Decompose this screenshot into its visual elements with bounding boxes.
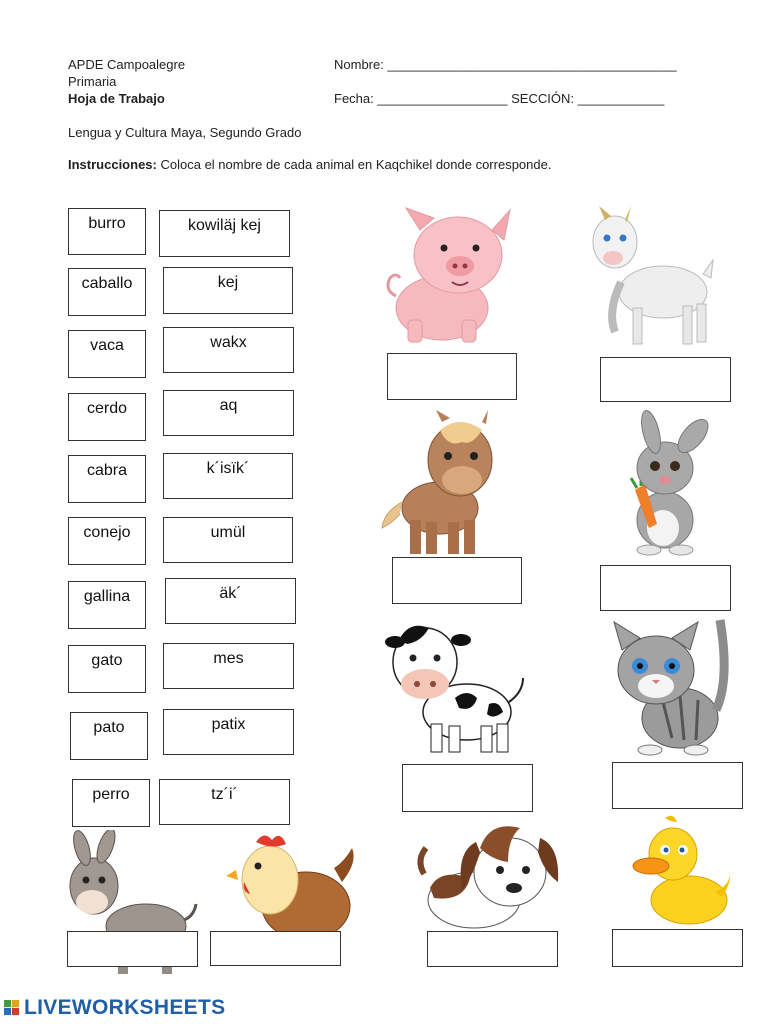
- name-line[interactable]: ________________________________________: [387, 57, 677, 72]
- name-label: Nombre:: [334, 57, 384, 72]
- kaqchikel-word-box: kowiläj kej: [159, 210, 290, 257]
- kaqchikel-word-box: tz´i´: [159, 779, 290, 825]
- spanish-word-box: gato: [68, 645, 146, 693]
- sheet-title: Hoja de Trabajo: [68, 91, 165, 106]
- kaqchikel-word-box: k´isïk´: [163, 453, 293, 499]
- dog-answer-box[interactable]: [427, 931, 558, 967]
- kaqchikel-word-box: äk´: [165, 578, 296, 624]
- duck-answer-box[interactable]: [612, 929, 743, 967]
- liveworksheets-logo-icon: [4, 1000, 20, 1016]
- duck-picture: [625, 812, 735, 932]
- kaqchikel-word-box: aq: [163, 390, 294, 436]
- horse-answer-box[interactable]: [392, 557, 522, 604]
- date-row: [334, 90, 664, 107]
- pig-answer-box[interactable]: [387, 353, 517, 400]
- section-line[interactable]: ____________: [577, 91, 665, 106]
- kaqchikel-word-box: mes: [163, 643, 294, 689]
- cow-answer-box[interactable]: [402, 764, 533, 812]
- kaqchikel-word-box: wakx: [163, 327, 294, 373]
- cat-picture: [608, 610, 738, 760]
- kaqchikel-word-box: patix: [163, 709, 294, 755]
- name-row: [334, 56, 677, 73]
- cow-picture: [385, 612, 530, 757]
- date-label: Fecha:: [334, 91, 374, 106]
- instructions: [68, 156, 551, 173]
- date-line[interactable]: __________________: [377, 91, 508, 106]
- goat-picture: [585, 200, 725, 355]
- pig-picture: [380, 200, 520, 350]
- kaqchikel-word-box: umül: [163, 517, 293, 563]
- hen-answer-box[interactable]: [210, 931, 341, 966]
- spanish-word-box: caballo: [68, 268, 146, 316]
- liveworksheets-logo: LIVEWORKSHEETS: [24, 996, 226, 1019]
- school-level: Primaria: [68, 74, 117, 89]
- cat-answer-box[interactable]: [612, 762, 743, 809]
- dog-picture: [410, 818, 570, 933]
- spanish-word-box: pato: [70, 712, 148, 760]
- school-name: APDE Campoalegre: [68, 57, 186, 72]
- kaqchikel-word-box: kej: [163, 267, 293, 314]
- rabbit-answer-box[interactable]: [600, 565, 731, 611]
- spanish-word-box: cerdo: [68, 393, 146, 441]
- goat-answer-box[interactable]: [600, 357, 731, 402]
- subject-line: Lengua y Cultura Maya, Segundo Grado: [68, 125, 302, 140]
- horse-picture: [378, 408, 508, 558]
- section-label: SECCIÓN:: [511, 91, 574, 106]
- rabbit-picture: [615, 410, 725, 560]
- spanish-word-box: burro: [68, 208, 146, 255]
- instructions-label: Instrucciones:: [68, 157, 157, 172]
- spanish-word-box: gallina: [68, 581, 146, 629]
- spanish-word-box: vaca: [68, 330, 146, 378]
- instructions-text: Coloca el nombre de cada animal en Kaqchikel donde corresponde.: [160, 157, 552, 172]
- donkey-answer-box[interactable]: [67, 931, 198, 967]
- spanish-word-box: conejo: [68, 517, 146, 565]
- spanish-word-box: perro: [72, 779, 150, 827]
- spanish-word-box: cabra: [68, 455, 146, 503]
